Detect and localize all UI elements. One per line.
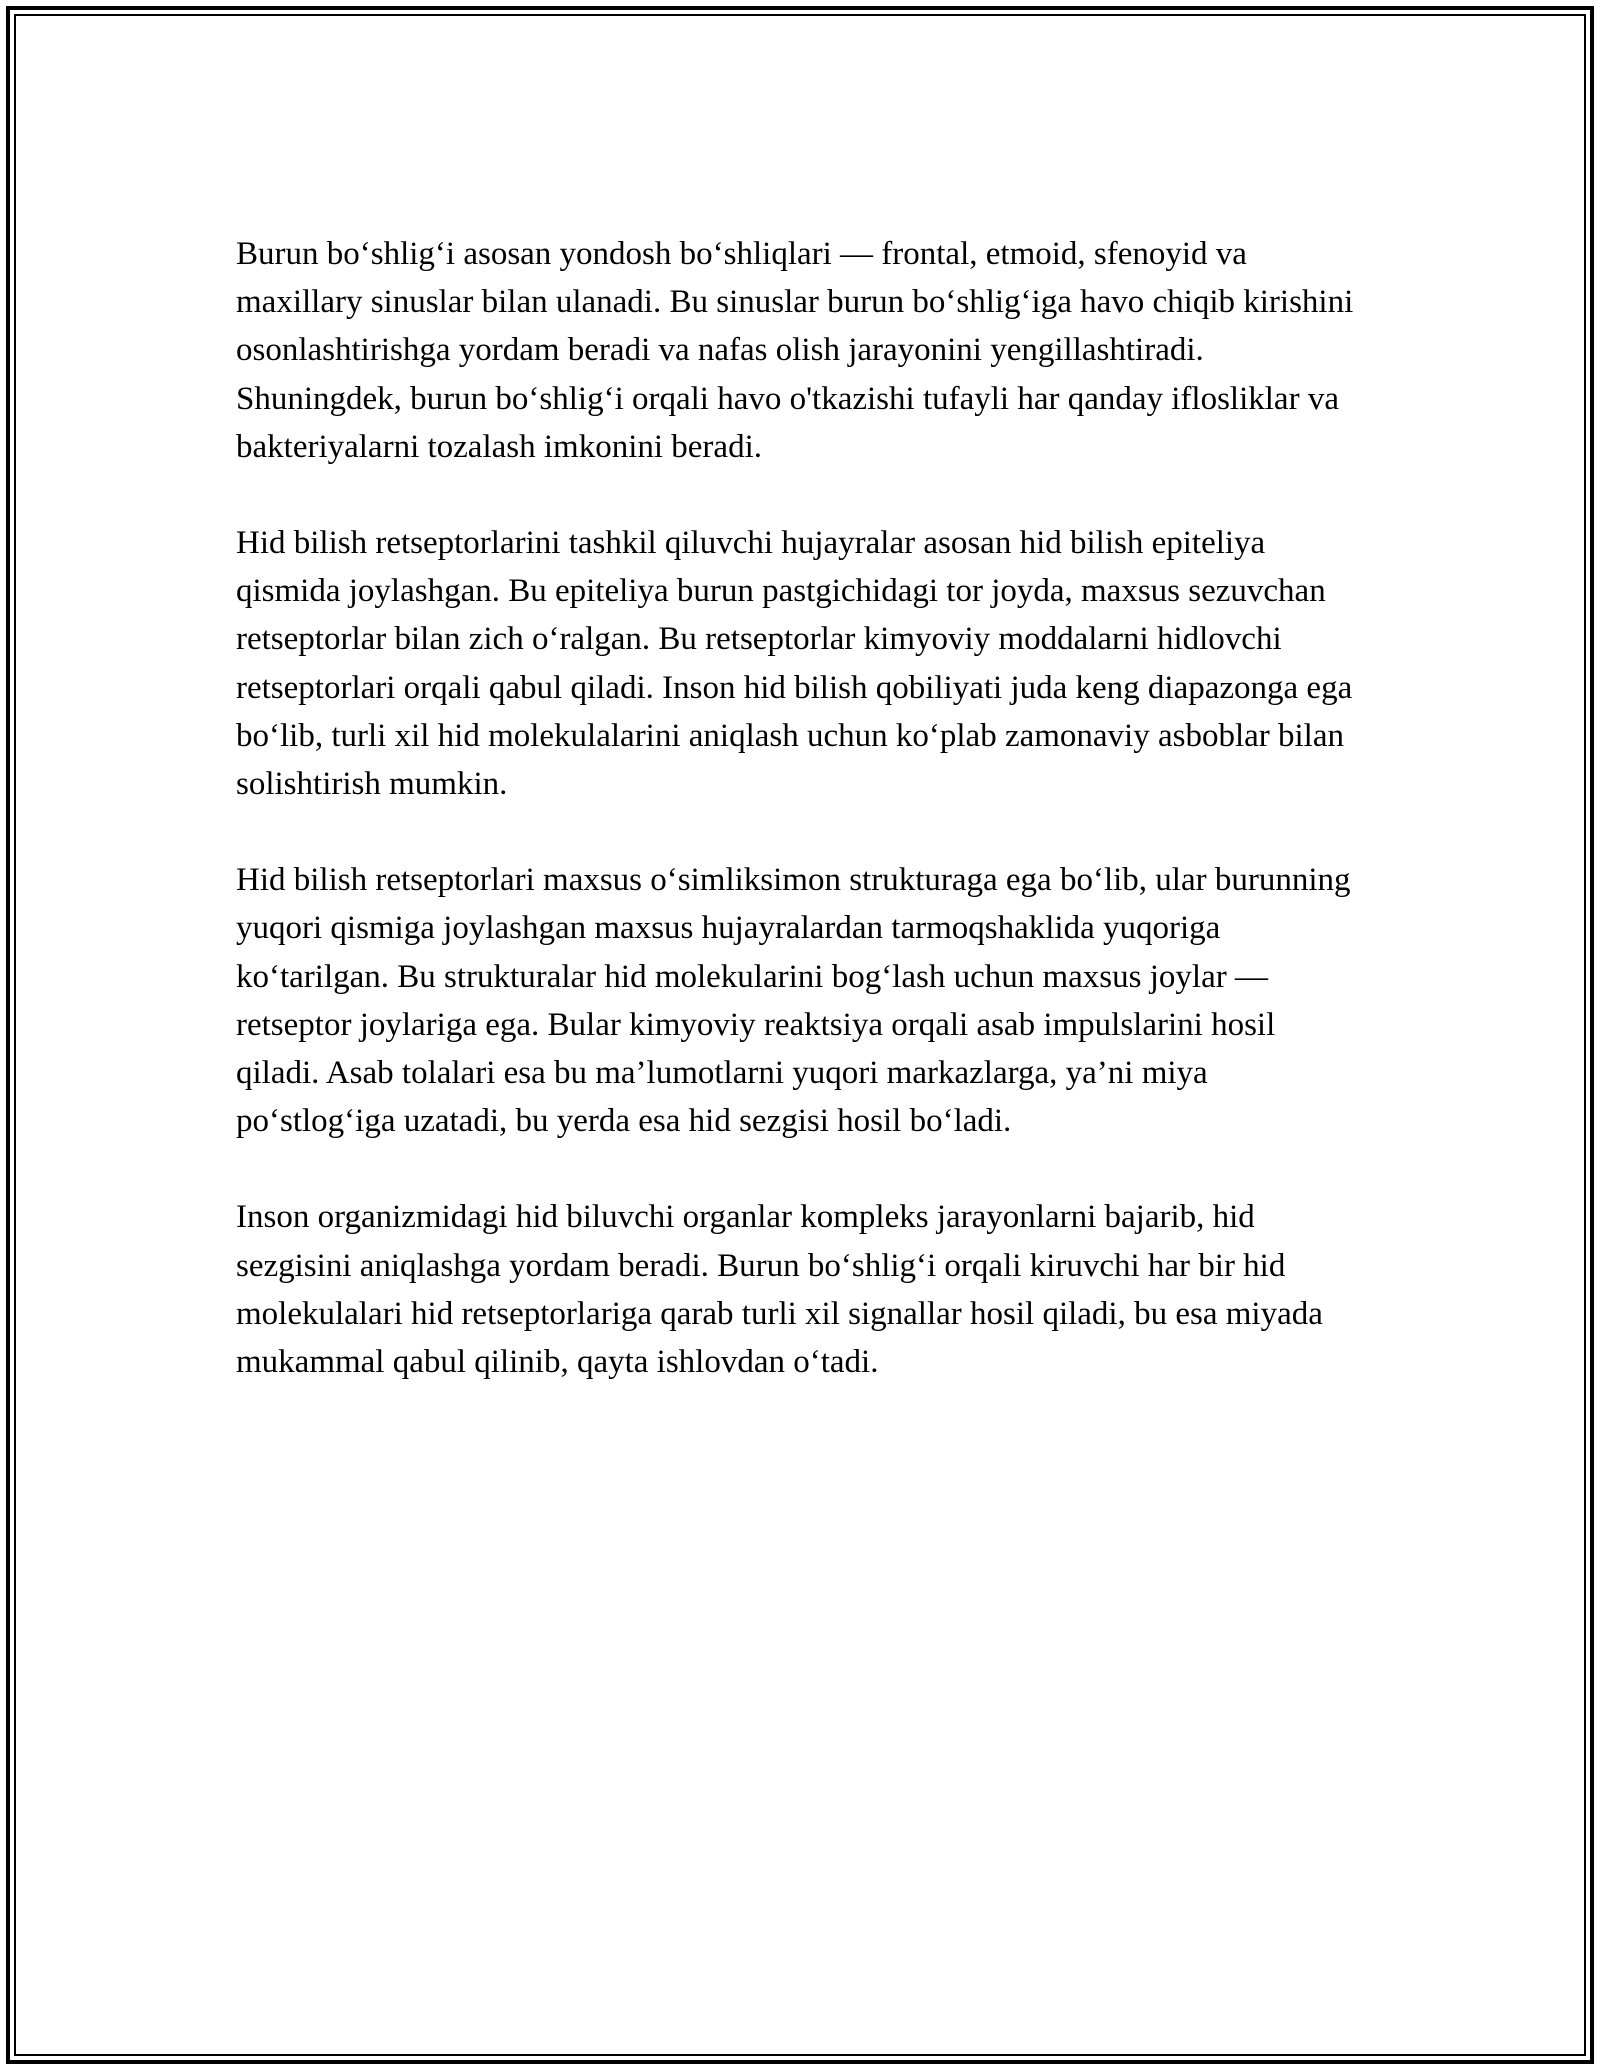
document-body — [236, 230, 1366, 1434]
paragraph-3: Hid bilish retseptorlari maxsus o‘simliksimon strukturaga ega bo‘lib, ular burunning yuqori qismiga joylashgan maxsus hujayralardan tarmoqshaklida yuqoriga ko‘tarilgan. Bu strukturalar hid molekularini bog‘lash uchun maxsus joylar — retseptor joylariga ega. Bular kimyoviy reaktsiya orqali asab impulslarini hosil qiladi. Asab tolalari esa bu ma’lumotlarni yuqori markazlarga, ya’ni miya po‘stlog‘iga uzatadi, bu yerda esa hid sezgisi hosil bo‘ladi. — [236, 862, 1351, 1140]
paragraph-2: Hid bilish retseptorlarini tashkil qiluvchi hujayralar asosan hid bilish epiteliya qismida joylashgan. Bu epiteliya burun pastgichidagi tor joyda, maxsus sezuvchan retseptorlar bilan zich o‘ralgan. Bu retseptorlar kimyoviy moddalarni hidlovchi retseptorlari orqali qabul qiladi. Inson hid bilish qobiliyati juda keng diapazonga ega bo‘lib, turli xil hid molekulalarini aniqlash uchun ko‘plab zamonaviy asboblar bilan solishtirish mumkin. — [236, 525, 1353, 803]
paragraph-1: Burun bo‘shlig‘i asosan yondosh bo‘shliqlari — frontal, etmoid, sfenoyid va maxillary sinuslar bilan ulanadi. Bu sinuslar burun bo‘shlig‘iga havo chiqib kirishini osonlashtirishga yordam beradi va nafas olish jarayonini yengillashtiradi. Shuningdek, burun bo‘shlig‘i orqali havo o'tkazishi tufayli har qanday iflosliklar va bakteriyalarni tozalash imkonini beradi. — [236, 236, 1354, 465]
paragraph-4: Inson organizmidagi hid biluvchi organlar kompleks jarayonlarni bajarib, hid sezgisini aniqlashga yordam beradi. Burun bo‘shlig‘i orqali kiruvchi har bir hid molekulalari hid retseptorlariga qarab turli xil signallar hosil qiladi, bu esa miyada mukammal qabul qilinib, qayta ishlovdan o‘tadi. — [236, 1199, 1323, 1381]
